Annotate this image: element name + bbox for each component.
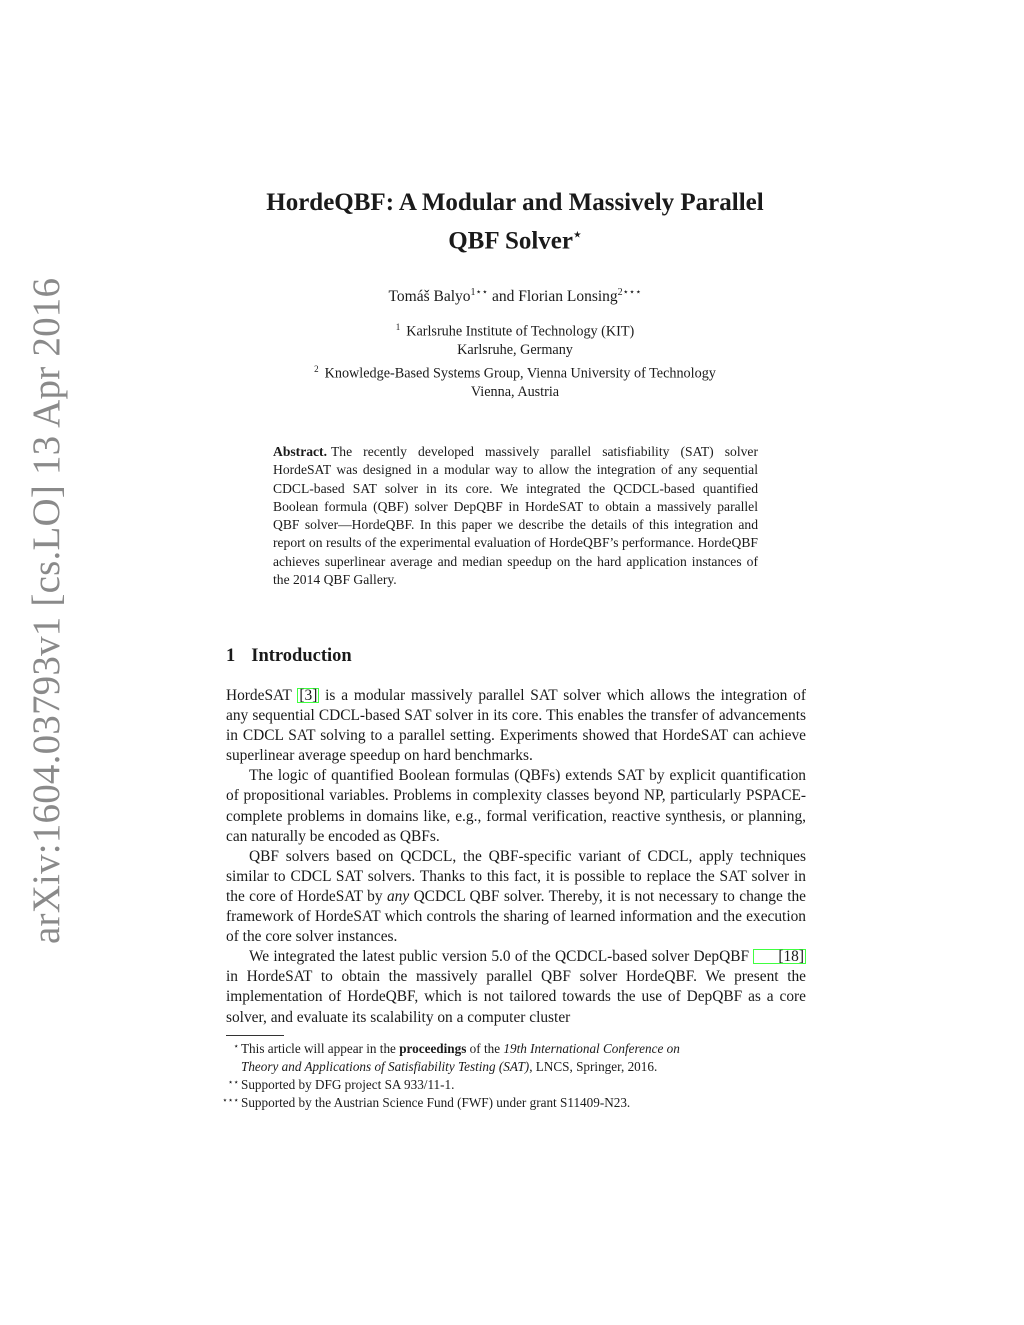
paragraph-1-text-a: HordeSAT [226, 687, 298, 704]
paragraph-4 [226, 947, 806, 1027]
footnote-1-mark: ⋆ [233, 1041, 239, 1051]
paragraph-3-text-a: QBF solvers based on QCDCL, the QBF-specific variant of CDCL, apply techniques similar to CDCL SAT solvers. Thanks to this fact, it is possible to replace the SAT solver in the core of HordeSAT by [226, 847, 806, 905]
footnote-1-text-b: of the [466, 1041, 504, 1056]
citation-link-18[interactable]: [18] [753, 949, 806, 964]
title-footnote-mark: ⋆ [573, 228, 582, 243]
author-1-mark: 1⋆⋆ [470, 287, 489, 298]
section-number: 1 [226, 646, 236, 666]
affiliation-2-number: 2 [314, 363, 319, 374]
title-line-2-text: QBF Solver [448, 227, 573, 255]
footnote-divider [226, 1035, 284, 1036]
author-2-mark: 2⋆⋆⋆ [617, 287, 642, 298]
affiliation-2-line-2: Vienna, Austria [470, 383, 560, 400]
affiliations [200, 318, 830, 401]
paragraph-4-text-b: in HordeSAT to obtain the massively parallel QBF solver HordeQBF. We present the implementation of HordeQBF, which is not tailored towards the use of DepQBF as a core solver, and evaluate its scalability on a computer cluster [226, 968, 806, 1026]
footnote-3-text: Supported by the Austrian Science Fund (FWF) under grant S11409-N23. [241, 1095, 631, 1110]
footnote-1-venue-a: 19th International Conference on [503, 1041, 680, 1056]
abstract [273, 443, 758, 589]
paragraph-1 [226, 686, 806, 766]
footnote-1-text-a: This article will appear in the [241, 1041, 400, 1056]
paragraph-4-text-a: We integrated the latest public version 5.0 of the QCDCL-based solver DepQBF [249, 948, 754, 966]
paragraph-1-text-b: is a modular massively parallel SAT solver which allows the integration of any sequential CDCL-based SAT solver in its core. This enables the transfer of advancements in CDCL SAT solving to a parallel setting. Experiments showed that HordeSAT can achieve superlinear average speedup on hard benchmarks. [226, 687, 806, 765]
affiliation-1-line-1 [200, 318, 830, 341]
introduction-body [226, 686, 806, 1028]
affiliation-1-line-2: Karlsruhe, Germany [457, 342, 573, 359]
footnote-2-mark: ⋆⋆ [227, 1077, 239, 1087]
footnote-3-mark: ⋆⋆⋆ [222, 1095, 239, 1105]
citation-link-3[interactable]: [3] [299, 687, 318, 704]
affiliation-2-institution: Knowledge-Based Systems Group, Vienna University of Technology [324, 365, 716, 382]
section-title: Introduction [251, 646, 352, 666]
footnote-1-text-c: , LNCS, Springer, 2016. [529, 1059, 658, 1074]
footnote-1-venue-b: Theory and Applications of Satisfiability Testing (SAT) [241, 1059, 530, 1074]
author-list [200, 283, 830, 307]
paragraph-3-emphasis: any [386, 887, 410, 905]
affiliation-2-line-1 [200, 360, 830, 383]
title-line-1: HordeQBF: A Modular and Massively Parallel [266, 189, 764, 216]
paragraph-2: The logic of quantified Boolean formulas (QBFs) extends SAT by explicit quantification of propositional variables. Problems in complexity classes beyond NP, particularly PSPACE-complete problems in domains like, e.g., formal verification, reactive synthesis, or planning, can naturally be encoded as QBFs. [226, 767, 806, 845]
footnote-1 [206, 1040, 806, 1076]
footnotes [206, 1040, 806, 1112]
abstract-text: The recently developed massively parallel satisfiability (SAT) solver HordeSAT was designed in a modular way to allow the integration of any sequential CDCL-based SAT solver in its core. We integrated the QCDCL-based quantified Boolean formula (QBF) solver DepQBF in HordeSAT to obtain a massively parallel QBF solver—HordeQBF. In this paper we describe the details of this integration and report on results of the experimental evaluation of HordeQBF’s performance. HordeQBF achieves superlinear average and median speedup on the hard application instances of the 2014 QBF Gallery. [273, 444, 758, 588]
footnote-3 [206, 1094, 806, 1112]
footnote-1-bold: proceedings [399, 1041, 467, 1056]
footnote-2 [206, 1076, 806, 1094]
footnote-2-text: Supported by DFG project SA 933/11-1. [241, 1077, 455, 1092]
author-1-name: Tomáš Balyo [388, 288, 471, 306]
paper-title [200, 186, 830, 257]
arxiv-identifier: arXiv:1604.03793v1 [cs.LO] 13 Apr 2016 [25, 277, 68, 944]
paragraph-3 [226, 847, 806, 947]
affiliation-1-number: 1 [395, 322, 401, 332]
section-heading-introduction [226, 644, 352, 668]
affiliation-1-institution: Karlsruhe Institute of Technology (KIT) [406, 323, 635, 340]
title-line-2 [200, 219, 830, 257]
paragraph-3-text-b: QCDCL QBF solver. Thereby, it is not necessary to change the framework of HordeSAT which controls the sharing of learned information and the execution of the core solver instances. [226, 887, 806, 946]
abstract-label: Abstract. [273, 444, 327, 459]
author-2-name: and Florian Lonsing [488, 288, 618, 306]
